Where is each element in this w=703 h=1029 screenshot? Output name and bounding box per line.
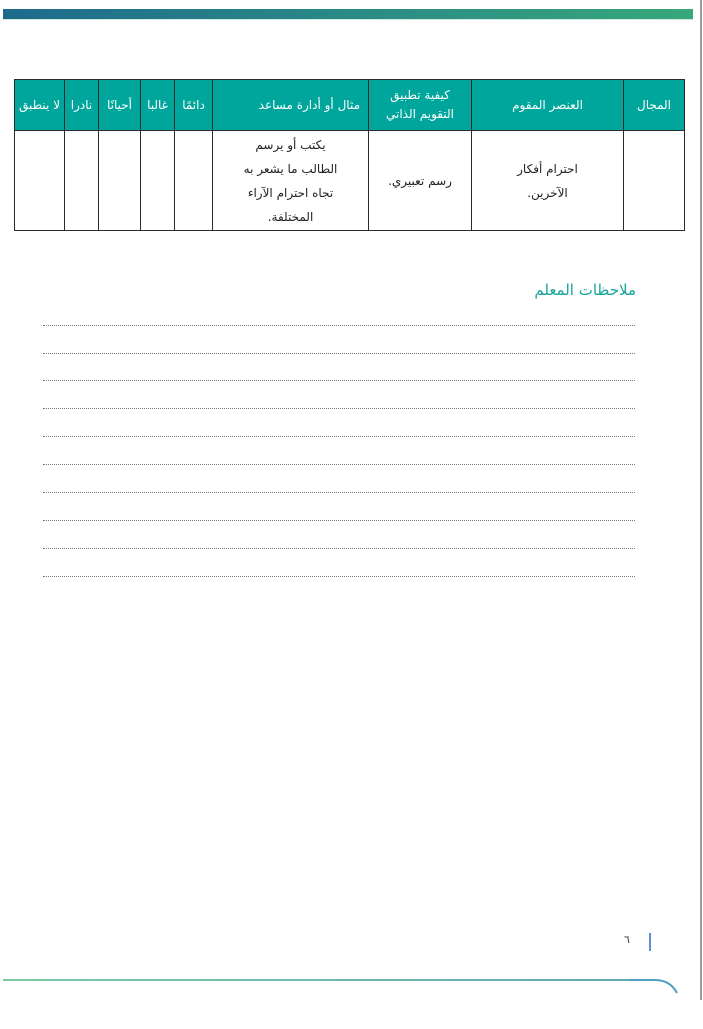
- notes-line-10[interactable]: [43, 576, 635, 577]
- notes-line-1[interactable]: [43, 325, 635, 326]
- cell-often[interactable]: [141, 131, 175, 231]
- notes-line-4[interactable]: [43, 408, 635, 409]
- cell-method: رسم تعبيري.: [369, 131, 472, 231]
- header-always: دائمًا: [175, 80, 213, 131]
- table-row: [15, 131, 685, 231]
- cell-sometimes[interactable]: [99, 131, 141, 231]
- cell-domain: [624, 131, 685, 231]
- notes-line-7[interactable]: [43, 492, 635, 493]
- page-number: ٦: [624, 933, 630, 946]
- footer-line: [3, 979, 655, 981]
- page-edge: [700, 0, 702, 1000]
- cell-rarely[interactable]: [65, 131, 99, 231]
- cell-element: احترام أفكار الآخرين.: [472, 131, 624, 231]
- header-often: غالبا: [141, 80, 175, 131]
- header-method: كيفية تطبيق التقويم الذاتي: [369, 80, 472, 131]
- notes-line-5[interactable]: [43, 436, 635, 437]
- notes-line-8[interactable]: [43, 520, 635, 521]
- notes-line-2[interactable]: [43, 353, 635, 354]
- evaluation-table: [14, 79, 685, 231]
- cell-example: يكتب أو يرسم الطالب ما يشعر به تجاه احترام الآراء المختلفة.: [213, 131, 369, 231]
- footer-curve-icon: [630, 979, 690, 1029]
- header-element: العنصر المقوم: [472, 80, 624, 131]
- cell-always[interactable]: [175, 131, 213, 231]
- header-domain: المجال: [624, 80, 685, 131]
- header-sometimes: أحيانًا: [99, 80, 141, 131]
- header-rarely: نادرا: [65, 80, 99, 131]
- header-example: مثال أو أدارة مساعد: [213, 80, 369, 131]
- header-not-applicable: لا ينطبق: [15, 80, 65, 131]
- notes-line-6[interactable]: [43, 464, 635, 465]
- notes-line-9[interactable]: [43, 548, 635, 549]
- notes-line-3[interactable]: [43, 380, 635, 381]
- cell-not-applicable[interactable]: [15, 131, 65, 231]
- page-number-divider: [649, 933, 651, 951]
- table-header-row: [15, 80, 685, 131]
- header-gradient-bar: [3, 9, 693, 19]
- teacher-notes-title: ملاحظات المعلم: [534, 281, 636, 299]
